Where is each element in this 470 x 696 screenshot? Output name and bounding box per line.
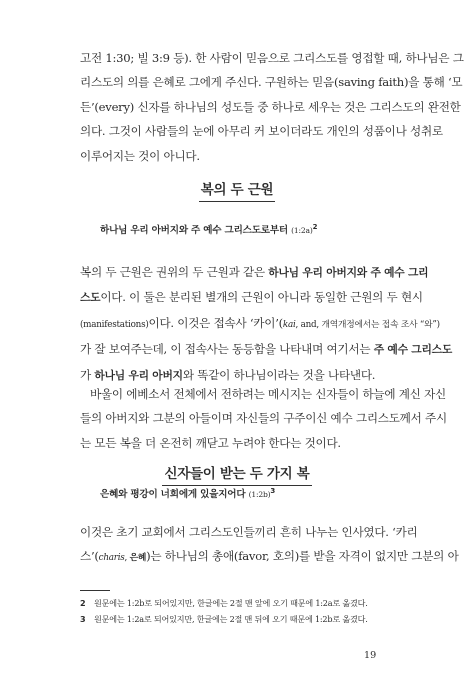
text-line: 스’(charis, 은혜)는 하나님의 총애(favor, 호의)를 받을 자격이 없지만 그분의 아 [80, 549, 459, 564]
footnote-number: 2 [80, 598, 86, 608]
line-3: 든’(every) 신자를 하나님의 성도들 중 하나로 세우는 것은 그리스도의 완전한 [80, 99, 461, 114]
footnote-3 [80, 614, 400, 625]
verse-subheading-1 [100, 222, 317, 236]
footnote-marker: 3 [270, 486, 276, 495]
paragraph-two-sources [80, 260, 452, 388]
text-line: 이루어지는 것이 아니다. [80, 148, 200, 163]
text-line: 고전 1:30; 빌 3:9 등). 한 사람이 믿음으로 그리스도를 영접할 때, 하나님은 그 [80, 51, 464, 65]
text-line: 는 모든 복을 더 온전히 깨닫고 누려야 한다는 것이다. [80, 435, 341, 450]
text-line: 가 하나님 우리 아버지와 똑같이 하나님이라는 것을 나타낸다. [80, 367, 376, 382]
verse-subheading-2 [100, 486, 275, 500]
text-line: 복의 두 근원은 권위의 두 근원과 같은 하나님 우리 아버지와 주 예수 그리 [80, 265, 429, 279]
footnote-text: 원문에는 1:2b로 되어있지만, 한글에는 2절 맨 앞에 오기 때문에 1:2a로 옮겼다. [94, 598, 368, 608]
text-line: 의다. 그것이 사람들의 눈에 아무리 커 보이더라도 개인의 성품이나 성취로 [80, 124, 443, 139]
verse-ref: (1:2a) [291, 226, 313, 235]
paragraph-righteousness [80, 46, 464, 168]
verse-ref: (1:2b) [248, 490, 271, 499]
paragraph-greeting [80, 520, 459, 571]
text-line: (manifestations)이다. 이것은 접속사 ‘카이’(kai, and, 개역개정에서는 접속 조사 “와”) [80, 315, 440, 330]
text-line: 가 잘 보여주는데, 이 접속사는 동등함을 나타내며 여기서는 주 예수 그리스도 [80, 342, 452, 357]
text-line [80, 95, 461, 119]
subheading-text: 은혜와 평강이 너희에게 있을지어다 [100, 489, 246, 500]
footnote-divider [80, 590, 110, 591]
footnote-text: 원문에는 1:2a로 되어있지만, 한글에는 2절 맨 뒤에 오기 때문에 1:2b로 옮겼다. [94, 614, 368, 624]
text-line: 이것은 초기 교회에서 그리스도인들끼리 흔히 나누는 인사였다. ‘카리 [80, 525, 418, 539]
footnote-number: 3 [80, 614, 86, 624]
text-line: 리스도의 의를 은혜로 그에게 주신다. 구원하는 믿음(saving faith)을 통해 ‘모 [80, 75, 463, 90]
subheading-text: 하나님 우리 아버지와 주 예수 그리스도로부터 [100, 225, 288, 236]
section-heading-two-blessings [80, 462, 394, 486]
heading-text: 복의 두 근원 [199, 178, 276, 202]
text-line: 바울이 에베소서 전체에서 전하려는 메시지는 신자들이 하늘에 계신 자신 [90, 387, 446, 401]
footnote-2 [80, 598, 400, 609]
footnote-marker: 2 [312, 222, 318, 231]
text-line: 들의 아버지와 그분의 아들이며 자신들의 구주이신 예수 그리스도께서 주시 [80, 411, 447, 426]
paragraph-ephesians-message [80, 382, 447, 455]
section-heading-two-sources [80, 178, 394, 202]
heading-text: 신자들이 받는 두 가지 복 [162, 462, 311, 486]
page-number: 19 [364, 650, 377, 661]
text-line: 스도이다. 이 둘은 분리된 별개의 근원이 아니라 동일한 근원의 두 현시 [80, 290, 423, 305]
